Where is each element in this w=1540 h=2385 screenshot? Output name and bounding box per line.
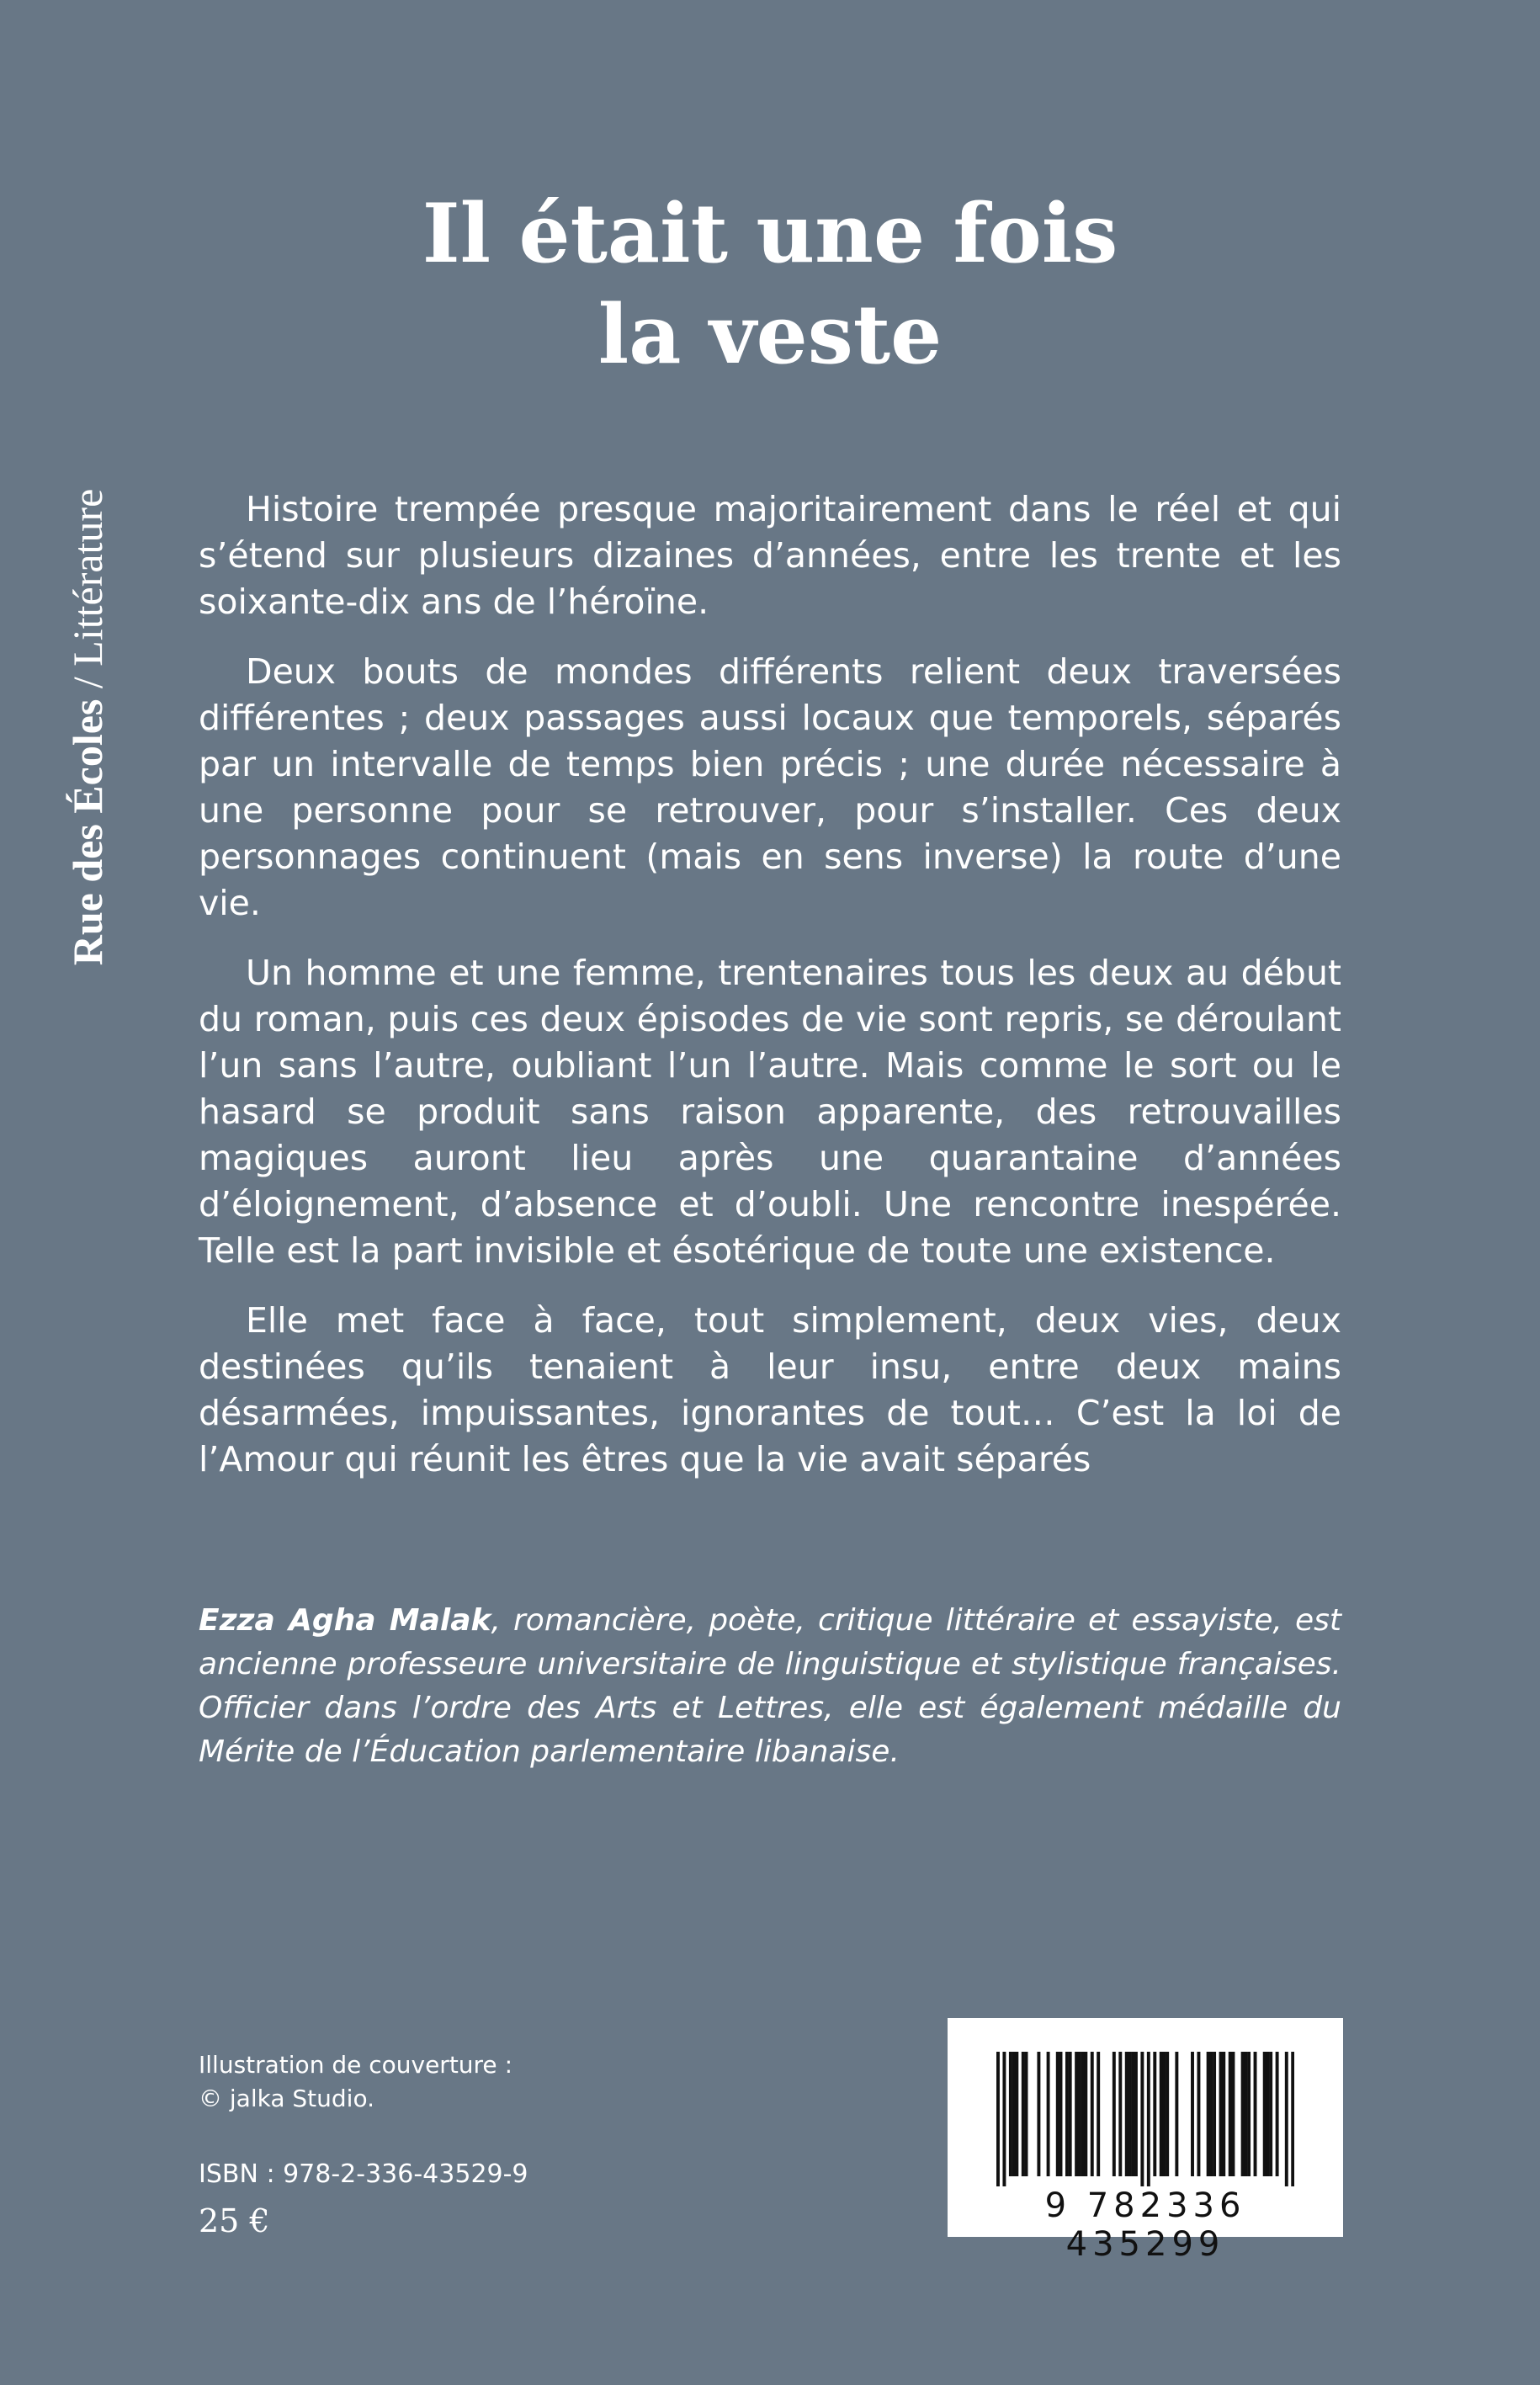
barcode-bar	[1160, 2052, 1163, 2176]
barcode-bar	[1009, 2052, 1012, 2176]
barcode-bar	[1291, 2052, 1294, 2186]
barcode-bar	[1219, 2052, 1223, 2176]
barcode-digits: 9 782336 435299	[1044, 2186, 1246, 2264]
barcode-bar	[1022, 2052, 1025, 2176]
barcode-bar	[1247, 2052, 1251, 2176]
barcode-bar	[1222, 2052, 1225, 2176]
summary-paragraph-1: Histoire trempée presque majoritairement dans le réel et qui s’étend sur plusieurs dizaines d’années, entre les trente et les soixante-dix ans de l’héroïne.	[199, 489, 1341, 622]
credits-line-2: © jalka Studio.	[199, 2085, 374, 2112]
barcode-bar	[1128, 2052, 1132, 2176]
author-bio-text: , romancière, poète, critique littéraire et essayiste, est ancienne professeure universitaire de linguistique et stylistique françaises. Officier dans l’ordre des Arts et Lettres, elle est également médaille du Mérite de l’Éducation parlementaire libanaise.	[199, 1603, 1341, 1769]
barcode-bar	[1113, 2052, 1116, 2176]
isbn: ISBN : 978-2-336-43529-9	[199, 2159, 528, 2189]
barcode-bar	[1065, 2052, 1069, 2176]
summary-paragraph-3: Un homme et une femme, trentenaires tous les deux au début du roman, puis ces deux épisodes de vie sont repris, se déroulant l’un sans l’autre, oubliant l’un l’autre. Mais comme le sort ou le hasard se produit sans raison apparente, des retrouvailles magiques auront lieu après une quarantaine d’années d’éloignement, d’absence et d’oubli. Une rencontre inespérée. Telle est la part invisible et ésotérique de toute une existence.	[199, 953, 1341, 1271]
cover-credits	[199, 2048, 512, 2116]
spine-text	[63, 489, 112, 966]
barcode-bar	[1191, 2052, 1194, 2176]
barcode-bar	[1197, 2052, 1200, 2176]
book-title	[199, 183, 1341, 385]
barcode-bar	[1084, 2052, 1087, 2176]
barcode-bar	[1091, 2052, 1094, 2176]
barcode-bar	[1125, 2052, 1128, 2176]
barcode-bar	[1207, 2052, 1210, 2176]
title-line-2: la veste	[597, 287, 943, 382]
barcode-bar	[1118, 2052, 1122, 2176]
summary-text	[199, 486, 1341, 1506]
barcode-bar	[1241, 2052, 1245, 2176]
author-name: Ezza Agha Malak	[199, 1603, 491, 1638]
barcode-bar	[1056, 2052, 1059, 2176]
category-name: Littérature	[64, 488, 111, 667]
barcode-bar	[1015, 2052, 1018, 2176]
barcode-bar	[1231, 2052, 1235, 2176]
barcode-bar	[1229, 2052, 1232, 2176]
barcode-bar	[1276, 2052, 1279, 2176]
barcode-bar	[1244, 2052, 1247, 2176]
barcode-bar	[1012, 2052, 1016, 2176]
barcode-bar	[1162, 2052, 1166, 2176]
title-line-1: Il était une fois	[422, 186, 1118, 281]
barcode-bar	[1025, 2052, 1028, 2176]
barcode-bar	[1047, 2052, 1050, 2176]
barcode-bar	[1075, 2052, 1078, 2176]
barcode-bar	[1069, 2052, 1072, 2176]
barcode	[948, 2018, 1343, 2264]
barcode-bar	[1131, 2052, 1134, 2176]
barcode-bar	[1097, 2052, 1100, 2176]
barcode-bar	[1153, 2052, 1156, 2176]
spine-separator: /	[64, 666, 111, 699]
price: 25 €	[199, 2202, 270, 2239]
barcode-bar	[1134, 2052, 1138, 2176]
credits-line-1: Illustration de couverture :	[199, 2051, 512, 2079]
barcode-bar	[1175, 2052, 1178, 2176]
barcode-bar	[1081, 2052, 1085, 2176]
barcode-bar	[1078, 2052, 1081, 2176]
collection-name: Rue des Écoles	[64, 699, 111, 966]
barcode-bar	[1285, 2052, 1288, 2186]
barcode-bar	[1266, 2052, 1269, 2176]
barcode-bar	[1269, 2052, 1272, 2176]
summary-paragraph-4: Elle met face à face, tout simplement, deux vies, deux destinées qu’ils tenaient à leur insu, entre deux mains désarmées, impuissantes, ignorantes de tout… C’est la loi de l’Amour qui réunit les êtres que la vie avait séparés	[199, 1300, 1341, 1479]
barcode-bar	[1263, 2052, 1267, 2176]
barcode-bar	[1254, 2052, 1257, 2176]
barcode-bar	[1209, 2052, 1213, 2176]
barcode-bar	[1166, 2052, 1169, 2176]
summary-paragraph-2: Deux bouts de mondes différents relient deux traversées différentes ; deux passages aussi locaux que temporels, séparés par un intervalle de temps bien précis ; une durée nécessaire à une personne pour se retrouver, pour s’installer. Ces deux personnages continuent (mais en sens inverse) la route d’une vie.	[199, 651, 1341, 923]
author-bio	[199, 1599, 1341, 1774]
barcode-bars	[996, 2052, 1294, 2186]
barcode-bar	[1213, 2052, 1216, 2176]
barcode-bar	[1002, 2052, 1006, 2186]
barcode-bar	[1037, 2052, 1040, 2176]
barcode-bar	[996, 2052, 1000, 2186]
barcode-bar	[1147, 2052, 1150, 2186]
barcode-bar	[1059, 2052, 1063, 2176]
barcode-bar	[1140, 2052, 1144, 2186]
